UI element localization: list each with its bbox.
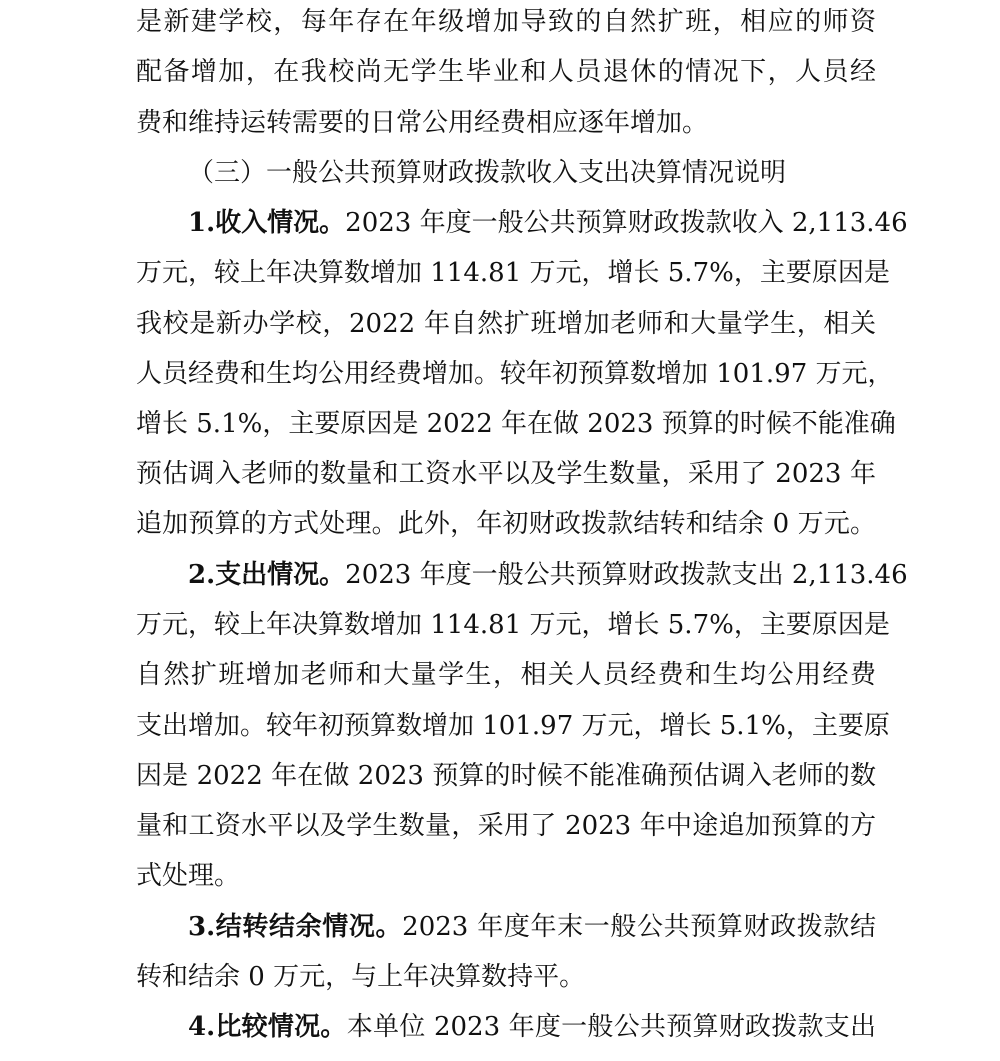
- line-text: 人员经费和生均公用经费增加。较年初预算数增加 101.97 万元，: [136, 359, 894, 389]
- paragraph-line: [136, 56, 876, 106]
- paragraph-line: [136, 760, 876, 810]
- line-text: 增长 5.1%，主要原因是 2022 年在做 2023 预算的时候不能准确: [136, 409, 896, 439]
- paragraph-line: [136, 961, 876, 1011]
- line-text: 2023 年度一般公共预算财政拨款收入 2,113.46: [345, 208, 908, 238]
- line-text: 预估调入老师的数量和工资水平以及学生数量，采用了 2023 年: [136, 459, 876, 489]
- paragraph-line: [136, 107, 876, 157]
- paragraph-line: [136, 257, 890, 307]
- paragraph-line: [188, 1011, 876, 1061]
- line-text: 转和结余 0 万元，与上年决算数持平。: [136, 962, 586, 992]
- paragraph-line: [136, 659, 876, 709]
- item-heading-carryover: 3.结转结余情况。: [188, 912, 403, 942]
- line-text: 支出增加。较年初预算数增加 101.97 万元，增长 5.1%，主要原: [136, 711, 890, 741]
- line-text: 因是 2022 年在做 2023 预算的时候不能准确预估调入老师的数: [136, 761, 876, 791]
- section-heading: [188, 157, 828, 207]
- line-text: 我校是新办学校，2022 年自然扩班增加老师和大量学生，相关: [136, 309, 876, 339]
- line-text: 追加预算的方式处理。此外，年初财政拨款结转和结余 0 万元。: [136, 509, 876, 539]
- item-heading-income: 1.收入情况。: [188, 208, 346, 238]
- paragraph-line: [136, 458, 876, 508]
- paragraph-line: [136, 810, 876, 860]
- line-text: 自然扩班增加老师和大量学生，相关人员经费和生均公用经费: [136, 660, 876, 690]
- line-text: 式处理。: [136, 861, 241, 891]
- line-text: 万元，较上年决算数增加 114.81 万元，增长 5.7%，主要原因是: [136, 258, 890, 288]
- paragraph-line: [136, 860, 876, 910]
- line-text: 2023 年度年末一般公共预算财政拨款结: [402, 912, 876, 942]
- line-text: 万元，较上年决算数增加 114.81 万元，增长 5.7%，主要原因是: [136, 610, 890, 640]
- line-text: 是新建学校，每年存在年级增加导致的自然扩班，相应的师资: [136, 7, 876, 37]
- item-heading-expenditure: 2.支出情况。: [188, 560, 346, 590]
- line-text: 量和工资水平以及学生数量，采用了 2023 年中途追加预算的方: [136, 811, 876, 841]
- paragraph-line: [136, 358, 894, 408]
- section-heading-text: （三）一般公共预算财政拨款收入支出决算情况说明: [188, 158, 787, 188]
- paragraph-line: [188, 911, 876, 961]
- paragraph-line: [136, 609, 890, 659]
- paragraph-line: [136, 6, 876, 56]
- paragraph-line: [188, 559, 908, 609]
- line-text: 本单位 2023 年度一般公共预算财政拨款支出: [346, 1012, 876, 1042]
- line-text: 配备增加，在我校尚无学生毕业和人员退休的情况下，人员经: [136, 57, 876, 87]
- paragraph-line: [136, 710, 890, 760]
- line-text: 2023 年度一般公共预算财政拨款支出 2,113.46: [345, 560, 908, 590]
- paragraph-line: [136, 408, 896, 458]
- paragraph-line: [136, 308, 876, 358]
- item-heading-comparison: 4.比较情况。: [188, 1012, 347, 1042]
- paragraph-line: [188, 207, 908, 257]
- line-text: 费和维持运转需要的日常公用经费相应逐年增加。: [136, 108, 709, 138]
- paragraph-line: [136, 508, 876, 558]
